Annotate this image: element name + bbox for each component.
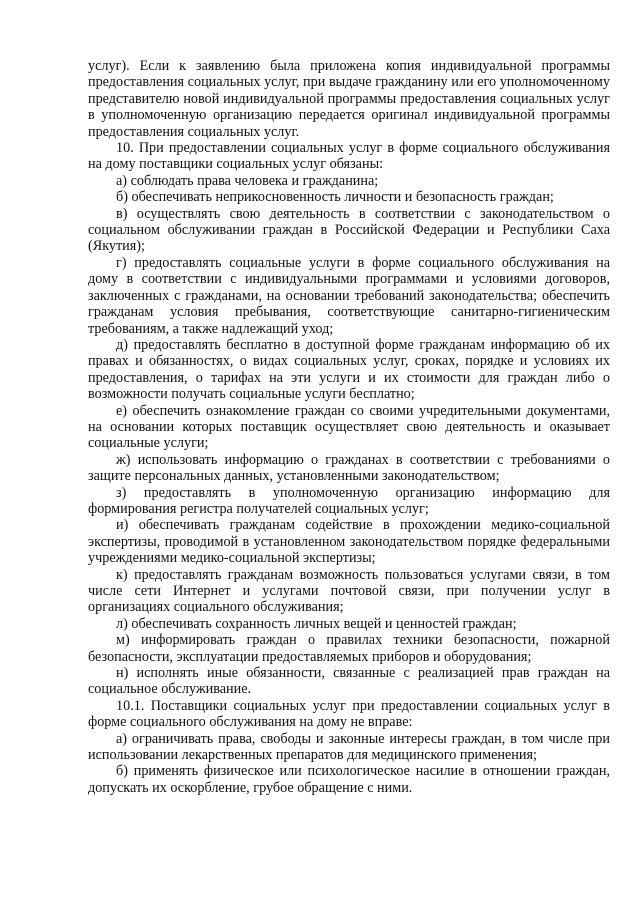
paragraph-10-1-b: б) применять физическое или психологическое насилие в отношении граждан, допускать их оскорбление, грубое обращение с ними. — [88, 763, 610, 796]
paragraph-10-zh: ж) использовать информацию о гражданах в соответствии с требованиями о защите персональных данных, установленными законодательством; — [88, 451, 610, 485]
document-body — [88, 58, 610, 796]
paragraph-10-1-a: а) ограничивать права, свободы и законные интересы граждан, в том числе при использовании лекарственных препаратов для медицинского применения; — [88, 730, 610, 764]
paragraph-item-10: 10. При предоставлении социальных услуг в форме социального обслуживания на дому поставщики социальных услуг обязаны: — [88, 140, 610, 173]
paragraph-10-v: в) осуществлять свою деятельность в соответствии с законодательством о социальном обслуживании граждан в Российской Федерации и Республики Саха (Якутия); — [88, 205, 610, 255]
paragraph-10-d: д) предоставлять бесплатно в доступной форме гражданам информацию об их правах и обязанностях, о видах социальных услуг, сроках, порядке и условиях их предоставления, о тарифах на эти услуги и их стоимости для граждан либо о возможности получать социальные услуги бесплатно; — [88, 336, 610, 403]
paragraph-10-e: е) обеспечить ознакомление граждан со своими учредительными документами, на основании которых поставщик осуществляет свою деятельность и оказывает социальные услуги; — [88, 402, 610, 452]
paragraph-continuation: услуг). Если к заявлению была приложена копия индивидуальной программы предоставления социальных услуг, при выдаче гражданину или его уполномоченному представителю новой индивидуальной программы предоставления социальных услуг в уполномоченную организацию передается оригинал индивидуальной программы предоставления социальных услуг. — [88, 58, 610, 140]
paragraph-10-n: н) исполнять иные обязанности, связанные с реализацией прав граждан на социальное обслуживание. — [88, 665, 610, 698]
paragraph-10-b: б) обеспечивать неприкосновенность личности и безопасность граждан; — [116, 189, 554, 206]
paragraph-10-l: л) обеспечивать сохранность личных вещей и ценностей граждан; — [116, 615, 517, 632]
paragraph-10-i: и) обеспечивать гражданам содействие в прохождении медико-социальной экспертизы, проводимой в установленном законодательством порядке федеральными учреждениями медико-социальной экспертизы; — [88, 517, 610, 567]
paragraph-10-z: з) предоставлять в уполномоченную организацию информацию для формирования регистра получателей социальных услуг; — [88, 484, 610, 517]
paragraph-10-m: м) информировать граждан о правилах техники безопасности, пожарной безопасности, эксплуатации предоставляемых приборов и оборудования; — [88, 632, 610, 665]
paragraph-item-10-1: 10.1. Поставщики социальных услуг при предоставлении социальных услуг в форме социального обслуживания на дому не вправе: — [88, 697, 610, 731]
paragraph-10-a: а) соблюдать права человека и гражданина; — [116, 172, 379, 189]
paragraph-10-k: к) предоставлять гражданам возможность пользоваться услугами связи, в том числе сети Интернет и услугами почтовой связи, при получении услуг в организациях социального обслуживания; — [88, 566, 610, 616]
paragraph-10-g: г) предоставлять социальные услуги в форме социального обслуживания на дому в соответствии с индивидуальными программами и условиями договоров, заключенных с гражданами, на основании требований законодательства; обеспечить гражданам условия пребывания, соответствующие санитарно-гигиеническим требованиям, а также надлежащий уход; — [88, 254, 610, 337]
